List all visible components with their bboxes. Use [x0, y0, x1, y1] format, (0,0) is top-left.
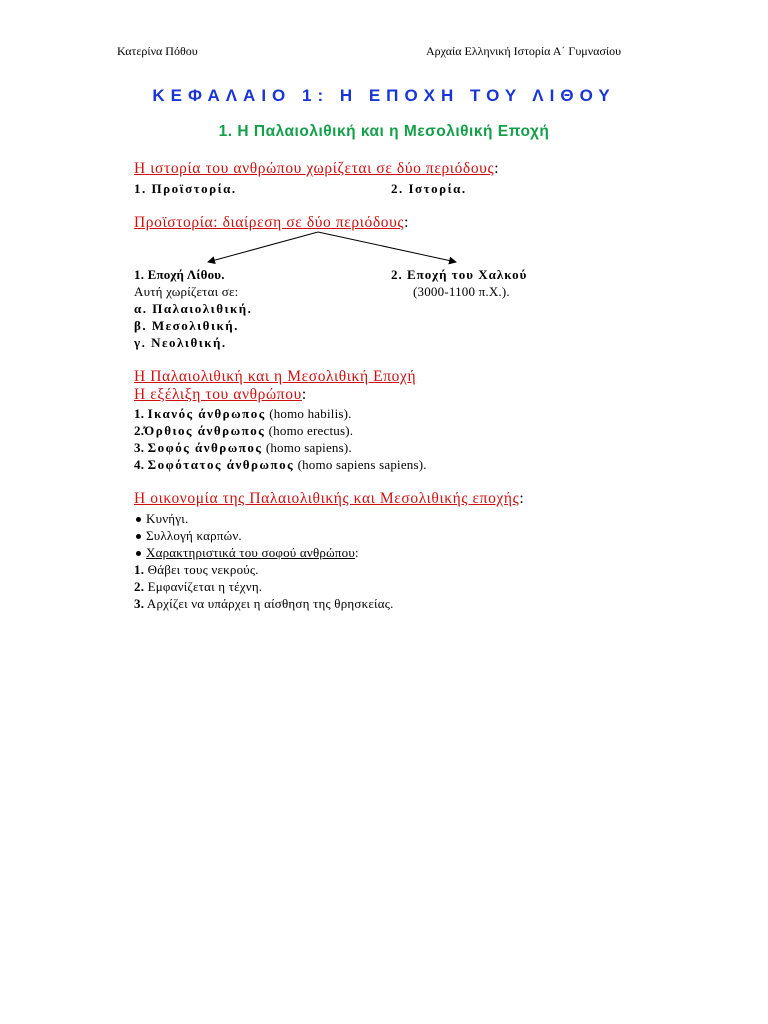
section-title: 1. Η Παλαιολιθική και η Μεσολιθική Εποχή: [218, 123, 550, 140]
evolution-heading-period: Η Παλαιολιθική και η Μεσολιθική Εποχή: [134, 368, 417, 385]
evolution-item: 2.Όρθιος άνθρωπος (homo erectus).: [134, 423, 354, 438]
arrow-left: [208, 232, 318, 262]
economy-bullet: Κυνήγι.: [134, 511, 188, 527]
bronze-age-label: 2. Εποχή του Χαλκού: [391, 267, 528, 282]
evolution-item: 3. Σοφός άνθρωπος (homo sapiens).: [134, 440, 352, 455]
history-item-history: 2. Ιστορία.: [391, 181, 467, 196]
trait-item: 1. Θάβει τους νεκρούς.: [134, 562, 259, 577]
bronze-age-dates: (3000-1100 π.Χ.).: [413, 284, 510, 299]
stone-age-label: 1. Εποχή Λίθου.: [134, 267, 225, 282]
chapter-title: ΚΕΦΑΛΑΙΟ 1: Η ΕΠΟΧΗ ΤΟΥ ΛΙΘΟΥ: [152, 86, 616, 105]
evolution-item: 4. Σοφότατος άνθρωπος (homo sapiens sapiens).: [134, 457, 427, 472]
history-item-prehistory: 1. Προϊστορία.: [134, 181, 237, 196]
trait-item: 2. Εμφανίζεται η τέχνη.: [134, 579, 263, 594]
economy-heading: Η οικονομία της Παλαιολιθικής και Μεσολιθικής εποχής:: [134, 490, 525, 507]
economy-bullet: Συλλογή καρπών.: [134, 528, 242, 544]
bullet-icon: [136, 551, 141, 556]
bullet-icon: [136, 534, 141, 539]
stone-age-divided: Αυτή χωρίζεται σε:: [134, 284, 239, 299]
trait-item: 3. Αρχίζει να υπάρχει η αίσθηση της θρησκείας.: [134, 596, 394, 611]
arrow-right: [318, 232, 456, 262]
economy-bullet: Χαρακτηριστικά του σοφού ανθρώπου:: [134, 545, 359, 561]
stone-age-sub-b: β. Μεσολιθική.: [134, 318, 239, 333]
header-author: Κατερίνα Πόθου: [117, 44, 198, 58]
evolution-item: 1. Ικανός άνθρωπος (homo habilis).: [134, 406, 352, 421]
stone-age-sub-a: α. Παλαιολιθική.: [134, 301, 253, 316]
prehistory-heading: Προϊστορία: διαίρεση σε δύο περιόδους:: [134, 214, 410, 231]
history-heading: Η ιστορία του ανθρώπου χωρίζεται σε δύο περιόδους:: [134, 160, 500, 177]
bullet-icon: [136, 517, 141, 522]
header-course: Αρχαία Ελληνική Ιστορία Α΄ Γυμνασίου: [426, 44, 622, 58]
evolution-heading: Η εξέλιξη του ανθρώπου:: [134, 386, 307, 403]
stone-age-sub-c: γ. Νεολιθική.: [134, 335, 227, 350]
